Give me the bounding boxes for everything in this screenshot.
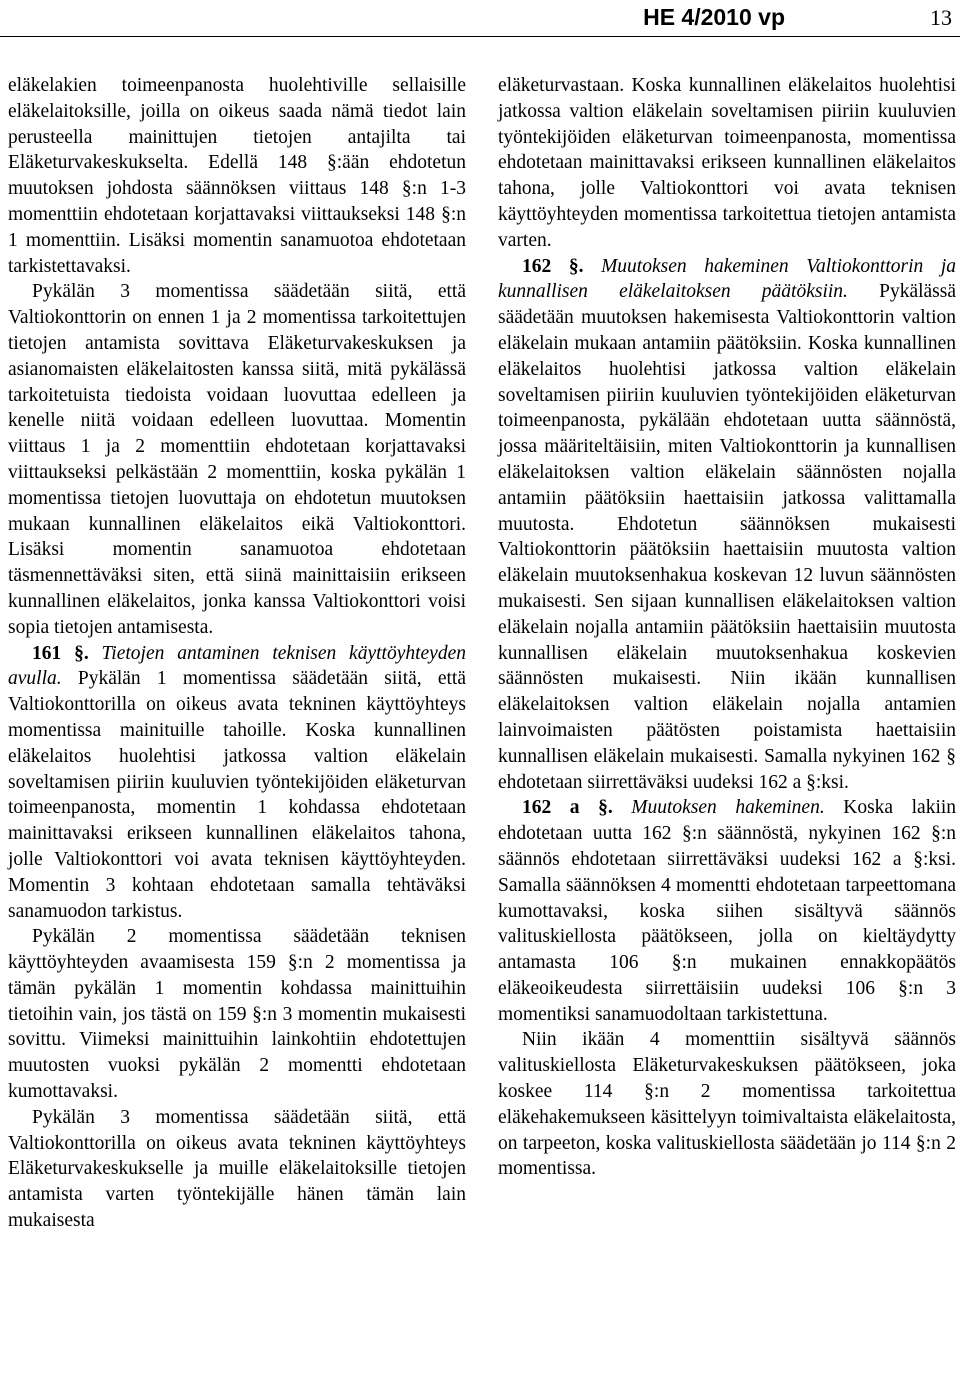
page-number: 13 [930,5,952,30]
section-heading: Tietojen antaminen teknisen käyttöyhteyden avulla. [8,642,466,690]
section-number: 162 §. [522,255,584,277]
page-header [0,0,960,36]
section-heading: Muutoksen hakeminen Valtiokonttorin ja kunnallisen eläkelaitoksen päätöksiin. [498,255,957,303]
paragraph: Pykälän 2 momentissa säädetään teknisen käyttöyhteyden avaamisesta 159 §:n 2 momentissa ja tämän pykälän 1 momentin kohdassa mainittuihin tietoihin vain, jos tästä on 159 §:n 3 momentin mukaisesti sovittu. Viimeksi mainittuihin lainkohtiin ehdotettujen muutosten vuoksi pykälän 2 momentti ehdotetaan kumottavaksi. [8,926,466,1103]
section-heading: Muutoksen hakeminen. [631,797,825,819]
section-text: Koska lakiin ehdotetaan uutta 162 §:n säännöstä, nykyinen 162 §:n säännös ehdotetaan siirrettäväksi uudeksi 162 a §:ksi. Samalla säännöksen 4 momentti ehdotetaan tarpeettomana kumottavaksi, koska siihen sisältyvä säännös valituskiellosta päätökseen, jolla on kieltäydytty antamasta 106 §:n mukainen ennakkopäätös eläkeoikeudesta siirrettäisiin uudeksi 106 §:n 3 momentiksi sanamuodoltaan tarkistettuna. [498,797,957,1025]
paragraph: Pykälän 3 momentissa säädetään siitä, että Valtiokonttorin on ennen 1 ja 2 momentissa tarkoitettujen tietojen antamista sovittava Eläketurvakeskuksen ja asianomaisten eläkelaitosten kanssa siitä, mitä pykälässä tarkoitetuista tiedoista voidaan luovuttaa edelleen ja kenelle niitä voidaan edelleen luovuttaa. Momentin viittaus 1 ja 2 momenttiin ehdotetaan korjattavaksi viittaukseksi pelkästään 2 momenttiin, koska pykälän 1 momentissa tietojen luovuttaja on ehdotetun muutoksen mukaan kunnallinen eläkelaitos eikä Valtiokonttori. Lisäksi momentin sanamuotoa ehdotetaan täsmennettäväksi siten, että siinä mainittaisiin erikseen kunnallinen eläkelaitos, jonka kanssa Valtiokonttori voisi sopia tietojen antamisesta. [8,281,466,638]
document-id: HE 4/2010 vp [643,4,785,30]
paragraph: Pykälän 3 momentissa säädetään siitä, että Valtiokonttorilla on oikeus avata tekninen käyttöyhteys Eläketurvakeskukselle ja muille eläkelaitoksille tietojen antamista varten työntekijälle hänen tämän lain mukaisesta [8,1106,466,1232]
section-162 [498,254,956,796]
right-column [498,73,956,1182]
section-161 [8,641,466,925]
section-162a [498,795,956,1027]
section-text: Pykälässä säädetään muutoksen hakemisesta Valtiokonttorin valtion eläkelain mukaan antamiin päätöksiin. Koska kunnallinen eläkelaitos huolehtisi jatkossa valtion eläkelain soveltamisen piiriin kuuluvien työntekijöiden eläketurvan toimeenpanosta, pykälään ehdotetaan uutta säännöstä, jossa määriteltäisiin, miten Valtiokonttorin ja kunnallisen eläkelaitoksen valtion eläkelain säännösten nojalla antamiin päätöksiin haettaisiin jatkossa valittamalla muutosta. Ehdotetun säännöksen mukaisesti Valtiokonttorin päätöksiin haettaisiin muutosta valtion eläkelain muutoksenhakua koskevan 12 luvun säännösten mukaisesti. Sen sijaan kunnallisen eläkelaitoksen valtion eläkelain nojalla antamiin päätöksiin haettaisiin muutosta kunnallisen eläkelain muutoksenhakua koskevien säännösten mukaisesti. Niin ikään kunnallisen eläkelaitoksen valtion eläkelain nojalla antamien lainvoimaisten päätösten poistamista haettaisiin kunnallisen eläkelain mukaisesti. Samalla nykyinen 162 § ehdotetaan siirrettäväksi uudeksi 162 a §:ksi. [498,281,957,793]
section-text: Pykälän 1 momentissa säädetään siitä, että Valtiokonttorilla on oikeus avata tekninen käyttöyhteys momentissa mainituille tahoille. Koska kunnallinen eläkelaitos huolehtisi jatkossa valtion eläkelain soveltamisen piiriin kuuluvien työntekijöiden eläketurvan toimeenpanosta, momentin 1 kohdassa ehdotetaan mainittavaksi erikseen kunnallinen eläkelaitos tahona, jolle Valtiokonttori voi avata teknisen käyttöyhteyden. Momentin 3 kohtaan ehdotetaan samalla tehtäväksi sanamuodon tarkistus. [8,668,467,922]
section-number: 162 a §. [522,797,613,819]
paragraph: eläkelakien toimeenpanosta huolehtiville sellaisille eläkelaitoksille, joilla on oikeus saada nämä tiedot lain perusteella mainittujen tietojen antajilta tai Eläketurvakeskukselta. Edellä 148 §:ään ehdotetun muutoksen johdosta säännöksen viittaus 148 §:n 1-3 momenttiin ehdotetaan korjattavaksi viittaukseksi 148 §:n 1 momenttiin. Lisäksi momentin sanamuotoa ehdotetaan tarkistettavaksi. [8,75,466,277]
header-rule [0,36,960,37]
paragraph: Niin ikään 4 momenttiin sisältyvä säännös valituskiellosta Eläketurvakeskuksen päätökseen, joka koskee 114 §:n 2 momentissa tarkoitettua eläkehakemukseen käsittelyyn toimivaltaista eläkelaitosta, on tarpeeton, koska valituskiellosta säädetään jo 114 §:n 2 momentissa. [498,1029,956,1180]
paragraph: eläketurvastaan. Koska kunnallinen eläkelaitos huolehtisi jatkossa valtion eläkelain soveltamisen piiriin kuuluvien työntekijöiden eläketurvan toimeenpanosta, momentissa ehdotetaan mainittavaksi erikseen kunnallinen eläkelaitos tahona, jolle Valtiokonttori voi avata teknisen käyttöyhteyden momentissa tarkoitettua tietojen antamista varten. [498,75,956,251]
section-number: 161 §. [32,642,89,664]
left-column [8,73,466,1234]
